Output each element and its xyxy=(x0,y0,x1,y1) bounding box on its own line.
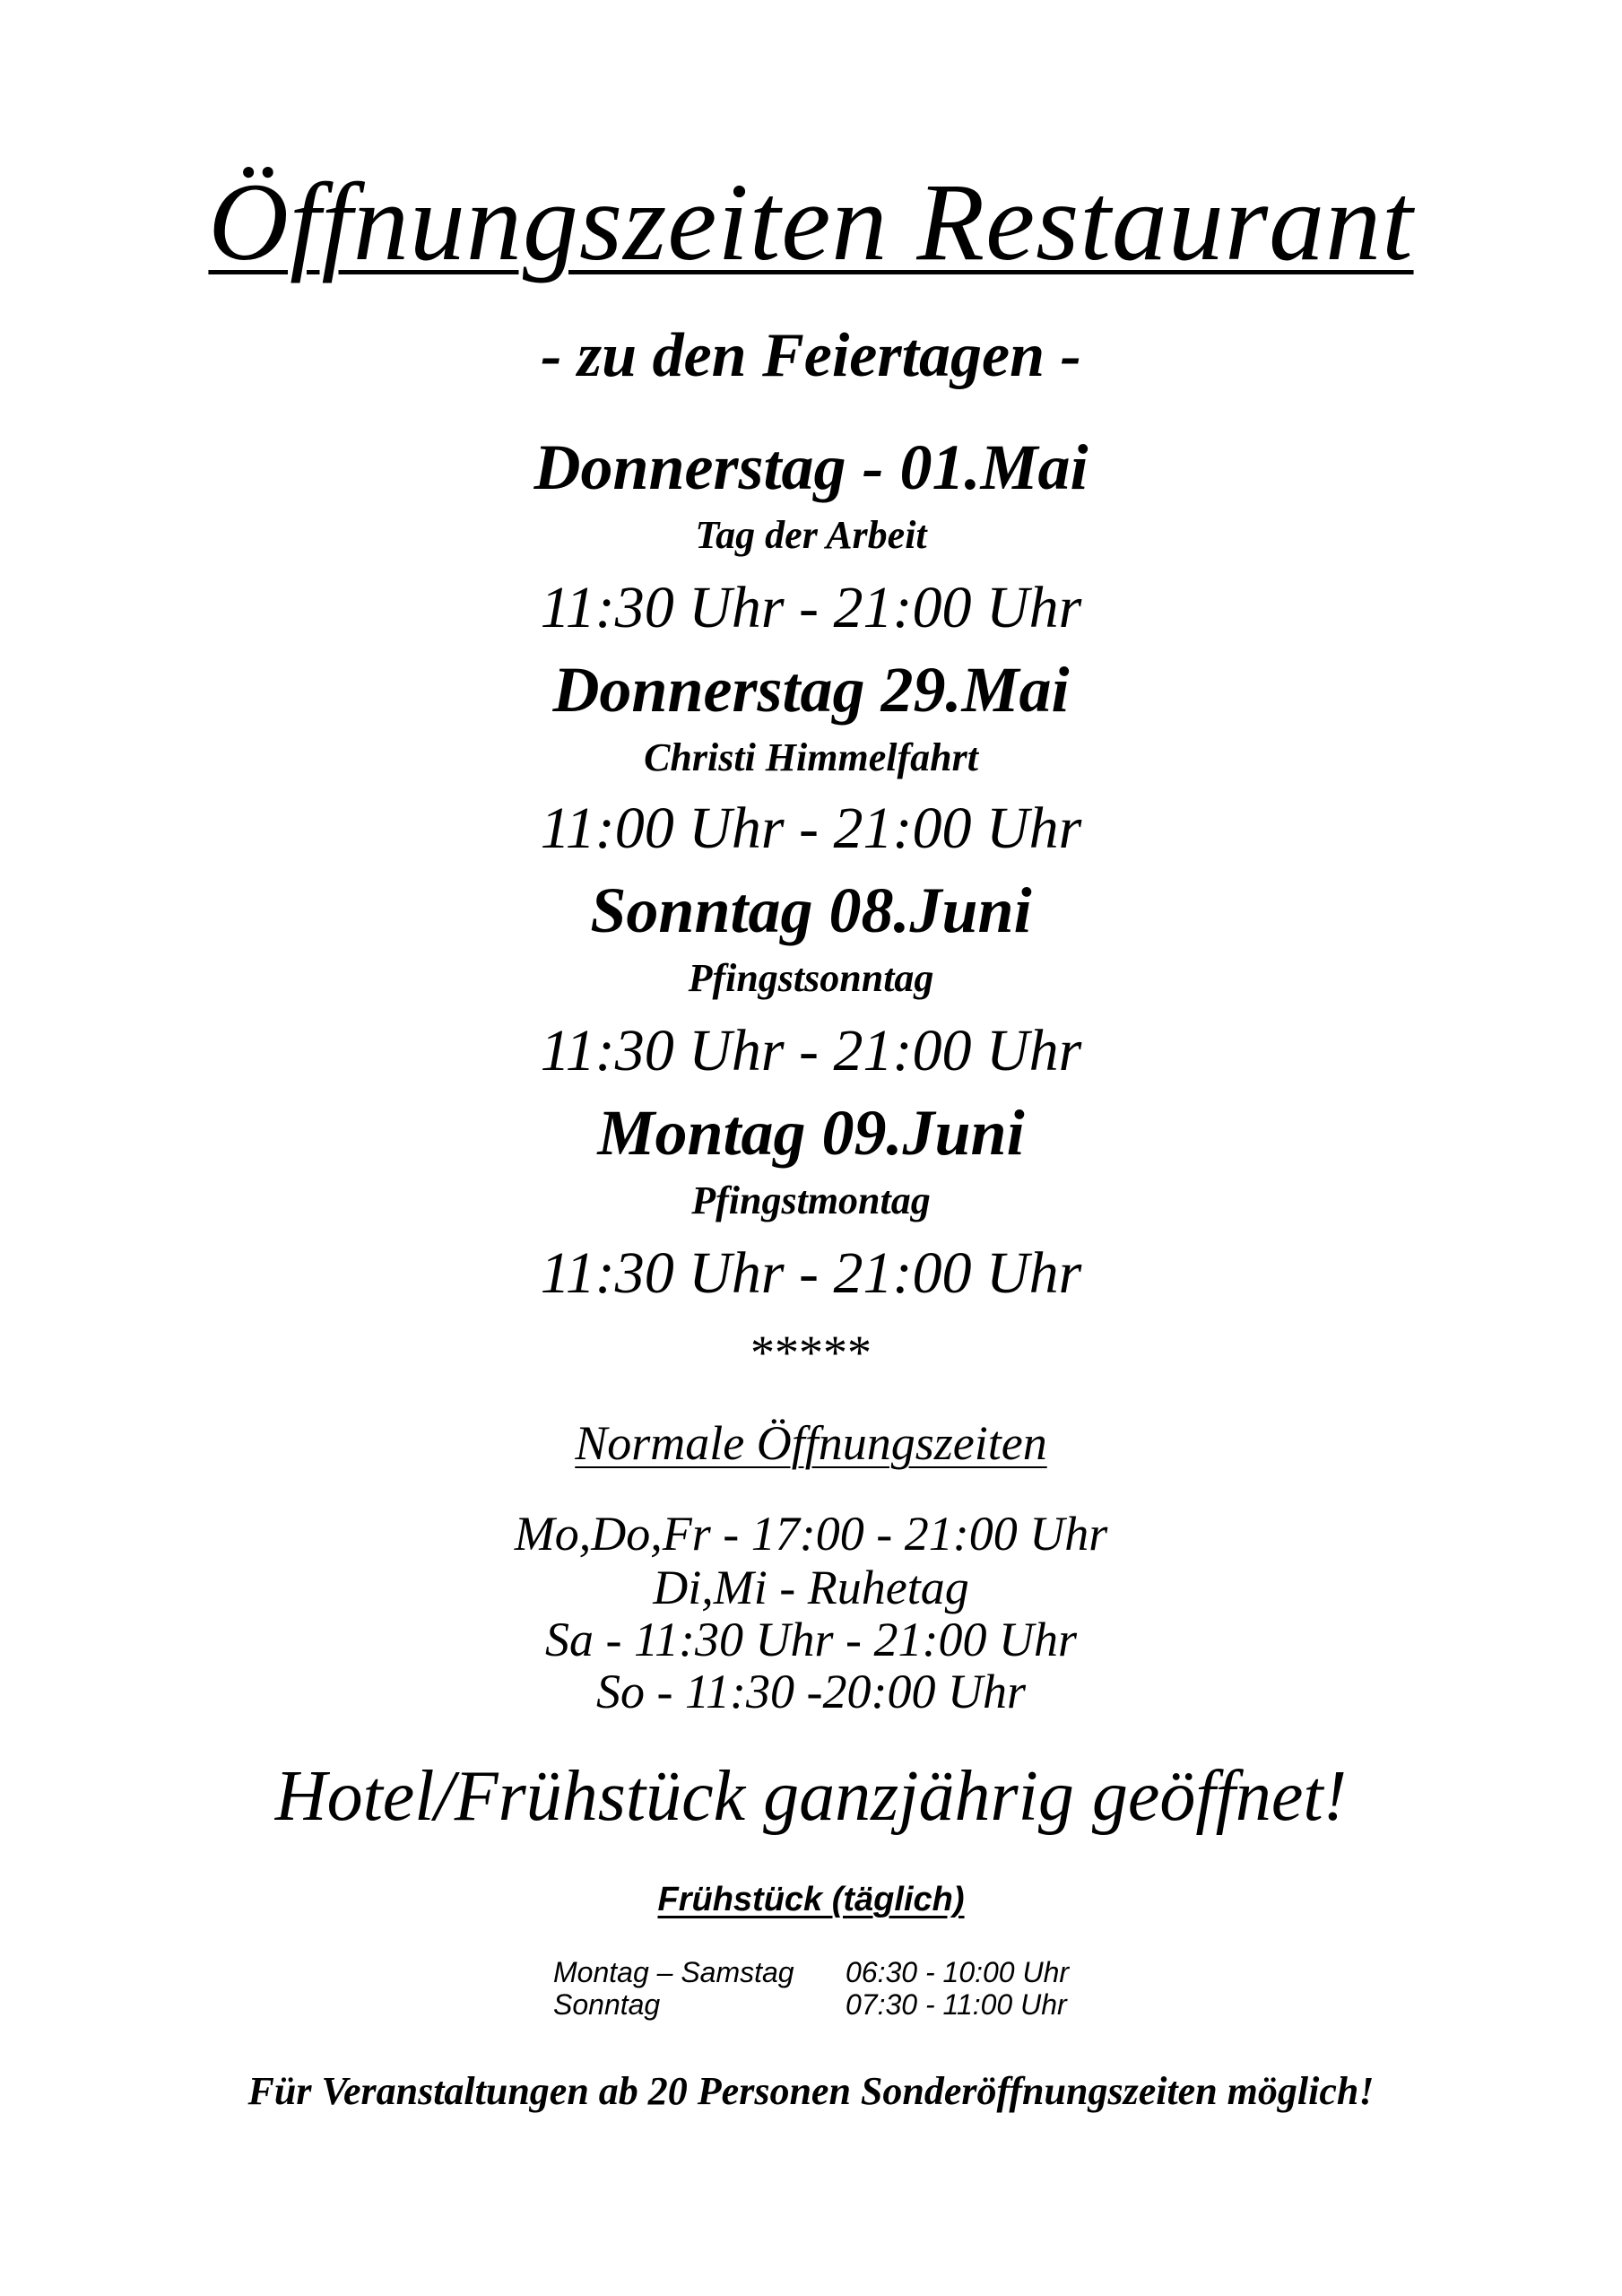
holiday-day: Donnerstag 29.Mai xyxy=(552,654,1070,726)
holiday-hours: 11:30 Uhr - 21:00 Uhr xyxy=(540,1018,1082,1083)
breakfast-hours: 06:30 - 10:00 Uhr xyxy=(846,1956,1070,1988)
page-subtitle: - zu den Feiertagen - xyxy=(541,321,1081,390)
normal-hours-heading-text: Normale Öffnungszeiten xyxy=(575,1416,1047,1470)
breakfast-days: Montag – Samstag xyxy=(553,1956,794,1988)
breakfast-hours: 07:30 - 11:00 Uhr xyxy=(846,1988,1067,2021)
holiday-name: Pfingstmontag xyxy=(691,1178,931,1222)
normal-hours-line: Mo,Do,Fr - 17:00 - 21:00 Uhr xyxy=(514,1507,1108,1561)
page-title-text: Öffnungszeiten Restaurant xyxy=(208,161,1414,283)
normal-hours-line: So - 11:30 -20:00 Uhr xyxy=(596,1665,1026,1718)
normal-hours-line: Sa - 11:30 Uhr - 21:00 Uhr xyxy=(545,1613,1077,1666)
hotel-notice: Hotel/Frühstück ganzjährig geöffnet! xyxy=(274,1757,1348,1836)
normal-hours-line: Di,Mi - Ruhetag xyxy=(653,1561,969,1614)
holiday-hours: 11:00 Uhr - 21:00 Uhr xyxy=(540,796,1082,861)
holiday-hours: 11:30 Uhr - 21:00 Uhr xyxy=(540,575,1082,640)
holiday-name: Christi Himmelfahrt xyxy=(644,735,978,779)
footer-note: Für Veranstaltungen ab 20 Personen Sonderöffnungszeiten möglich! xyxy=(247,2069,1375,2113)
separator-stars: ***** xyxy=(750,1326,872,1379)
holiday-day: Donnerstag - 01.Mai xyxy=(533,431,1089,503)
breakfast-heading-text: Frühstück (täglich) xyxy=(657,1881,965,1918)
holiday-name: Tag der Arbeit xyxy=(695,513,927,557)
breakfast-days: Sonntag xyxy=(553,1988,661,2021)
page-title xyxy=(0,160,1622,285)
breakfast-heading xyxy=(0,1879,1622,1920)
holiday-hours: 11:30 Uhr - 21:00 Uhr xyxy=(540,1240,1082,1306)
holiday-day: Sonntag 08.Juni xyxy=(590,874,1032,946)
holiday-name: Pfingstsonntag xyxy=(688,956,934,1000)
normal-hours-heading xyxy=(0,1413,1622,1473)
holiday-day: Montag 09.Juni xyxy=(597,1097,1025,1169)
